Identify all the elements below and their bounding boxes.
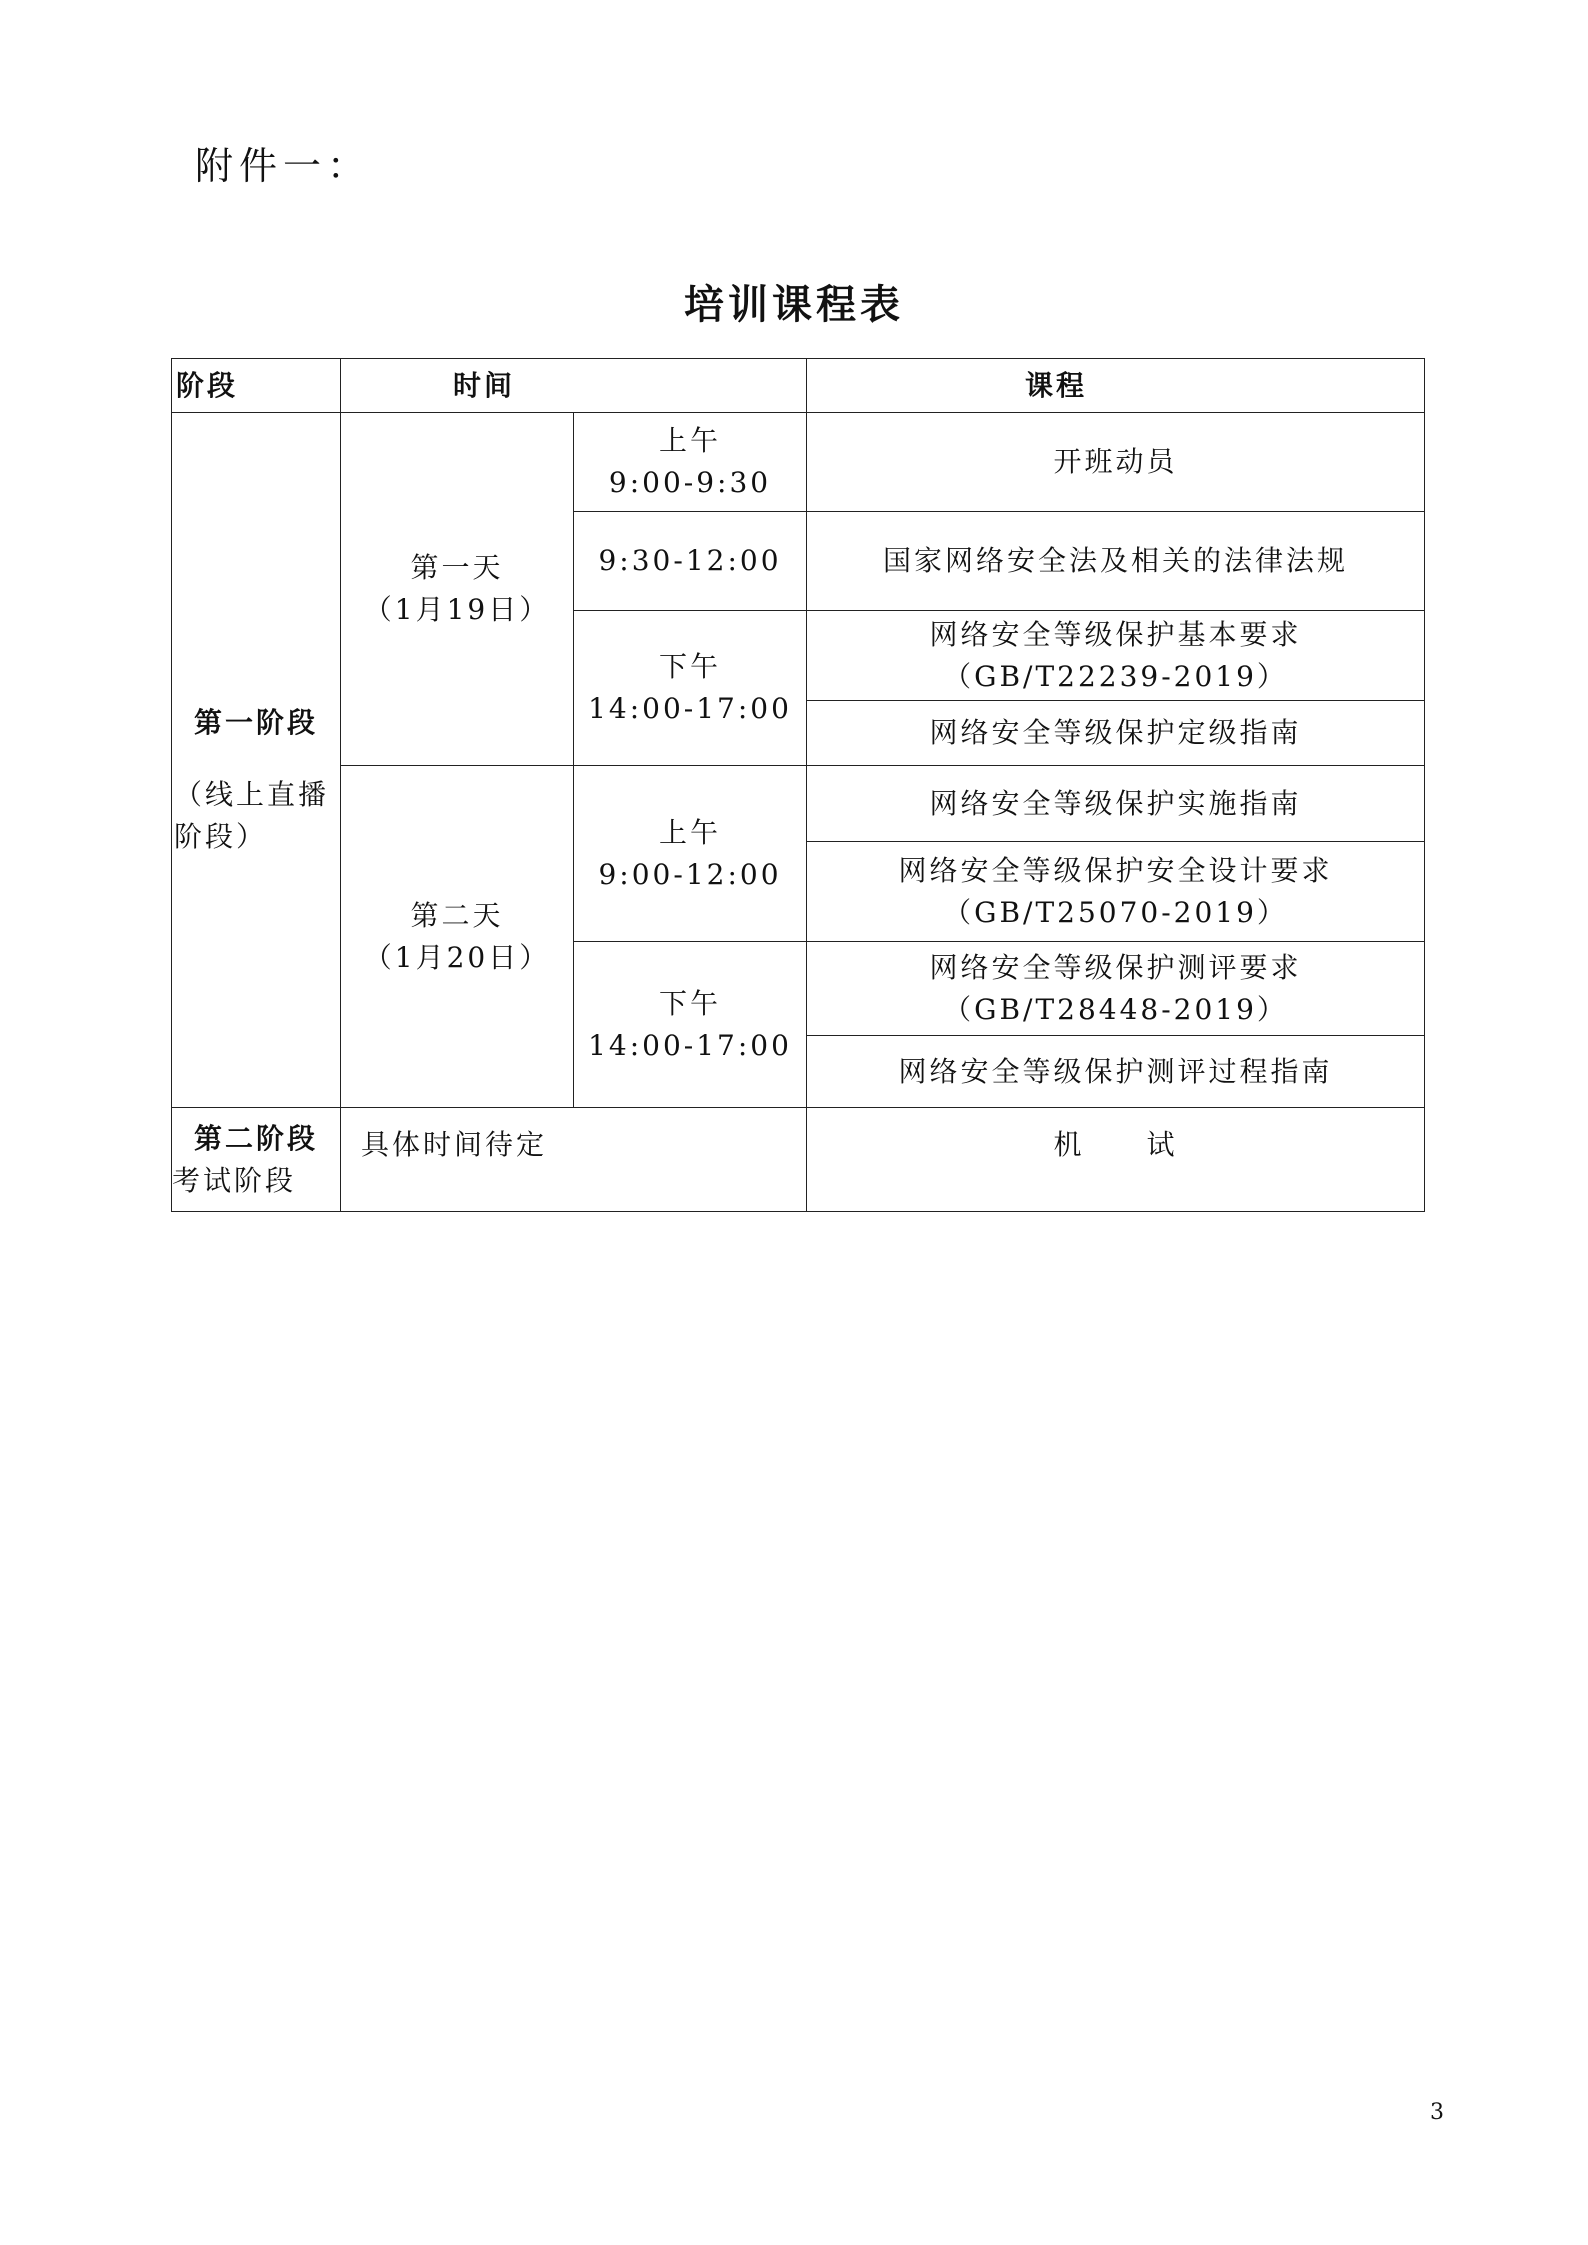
day2-am-time-cell bbox=[574, 766, 807, 942]
attachment-label: 附件一： bbox=[195, 144, 372, 188]
day1-pm-course2: 网络安全等级保护定级指南 bbox=[807, 701, 1425, 766]
day1-am1-time-cell bbox=[574, 413, 807, 512]
stage1-note: （线上直播阶段） bbox=[174, 778, 330, 853]
day2-am-course2-cell bbox=[807, 842, 1425, 942]
day2-pm-time-cell bbox=[574, 942, 807, 1108]
table-row bbox=[172, 413, 1425, 512]
stage2-note: 考试阶段 bbox=[172, 1163, 297, 1197]
day2-pm-course1-std: （GB/T28448-2019） bbox=[943, 992, 1288, 1026]
day1-am2-course: 国家网络安全法及相关的法律法规 bbox=[807, 512, 1425, 611]
day1-pm-course1-std: （GB/T22239-2019） bbox=[943, 659, 1288, 693]
day2-am-time: 9:00-12:00 bbox=[598, 857, 782, 891]
day1-date: （1月19日） bbox=[363, 593, 551, 626]
header-course: 课程 bbox=[807, 359, 1425, 413]
day1-pm-time-cell bbox=[574, 611, 807, 766]
day2-am-course1: 网络安全等级保护实施指南 bbox=[807, 766, 1425, 842]
day1-pm-period: 下午 bbox=[659, 650, 722, 683]
page-number: 3 bbox=[1430, 2100, 1444, 2125]
day2-pm-period: 下午 bbox=[659, 986, 722, 1020]
day1-pm-course1: 网络安全等级保护基本要求 bbox=[929, 617, 1302, 651]
day1-pm-time: 14:00-17:00 bbox=[588, 692, 792, 725]
day1-am1-period: 上午 bbox=[659, 424, 722, 457]
day2-am-period: 上午 bbox=[659, 815, 722, 849]
day1-pm-course1-cell bbox=[807, 611, 1425, 701]
day2-label: 第二天 bbox=[410, 898, 504, 932]
schedule-table bbox=[171, 358, 1425, 1212]
stage1-name: 第一阶段 bbox=[193, 706, 318, 739]
header-row bbox=[172, 359, 1425, 413]
day2-cell bbox=[341, 766, 574, 1108]
page-title: 培训课程表 bbox=[684, 282, 904, 328]
day2-pm-time: 14:00-17:00 bbox=[588, 1028, 792, 1062]
header-time: 时间 bbox=[341, 359, 807, 413]
header-stage: 阶段 bbox=[172, 359, 341, 413]
day1-am2-time: 9:30-12:00 bbox=[574, 512, 807, 611]
day2-date: （1月20日） bbox=[363, 940, 551, 974]
day2-pm-course1: 网络安全等级保护测评要求 bbox=[929, 950, 1302, 984]
stage1-cell bbox=[172, 413, 341, 1108]
day1-label: 第一天 bbox=[410, 551, 504, 584]
day2-am-course2: 网络安全等级保护安全设计要求 bbox=[898, 853, 1333, 887]
table-row bbox=[172, 1108, 1425, 1212]
day2-pm-course1-cell bbox=[807, 942, 1425, 1036]
day1-am1-time: 9:00-9:30 bbox=[608, 466, 772, 499]
day2-pm-course2: 网络安全等级保护测评过程指南 bbox=[807, 1036, 1425, 1108]
stage2-time: 具体时间待定 bbox=[341, 1108, 807, 1212]
stage2-cell bbox=[172, 1108, 341, 1212]
table-row bbox=[172, 766, 1425, 842]
stage2-name: 第二阶段 bbox=[193, 1121, 318, 1155]
day1-am1-course: 开班动员 bbox=[807, 413, 1425, 512]
day2-am-course2-std: （GB/T25070-2019） bbox=[943, 895, 1288, 929]
day1-cell bbox=[341, 413, 574, 766]
stage2-course: 机 试 bbox=[807, 1108, 1425, 1212]
